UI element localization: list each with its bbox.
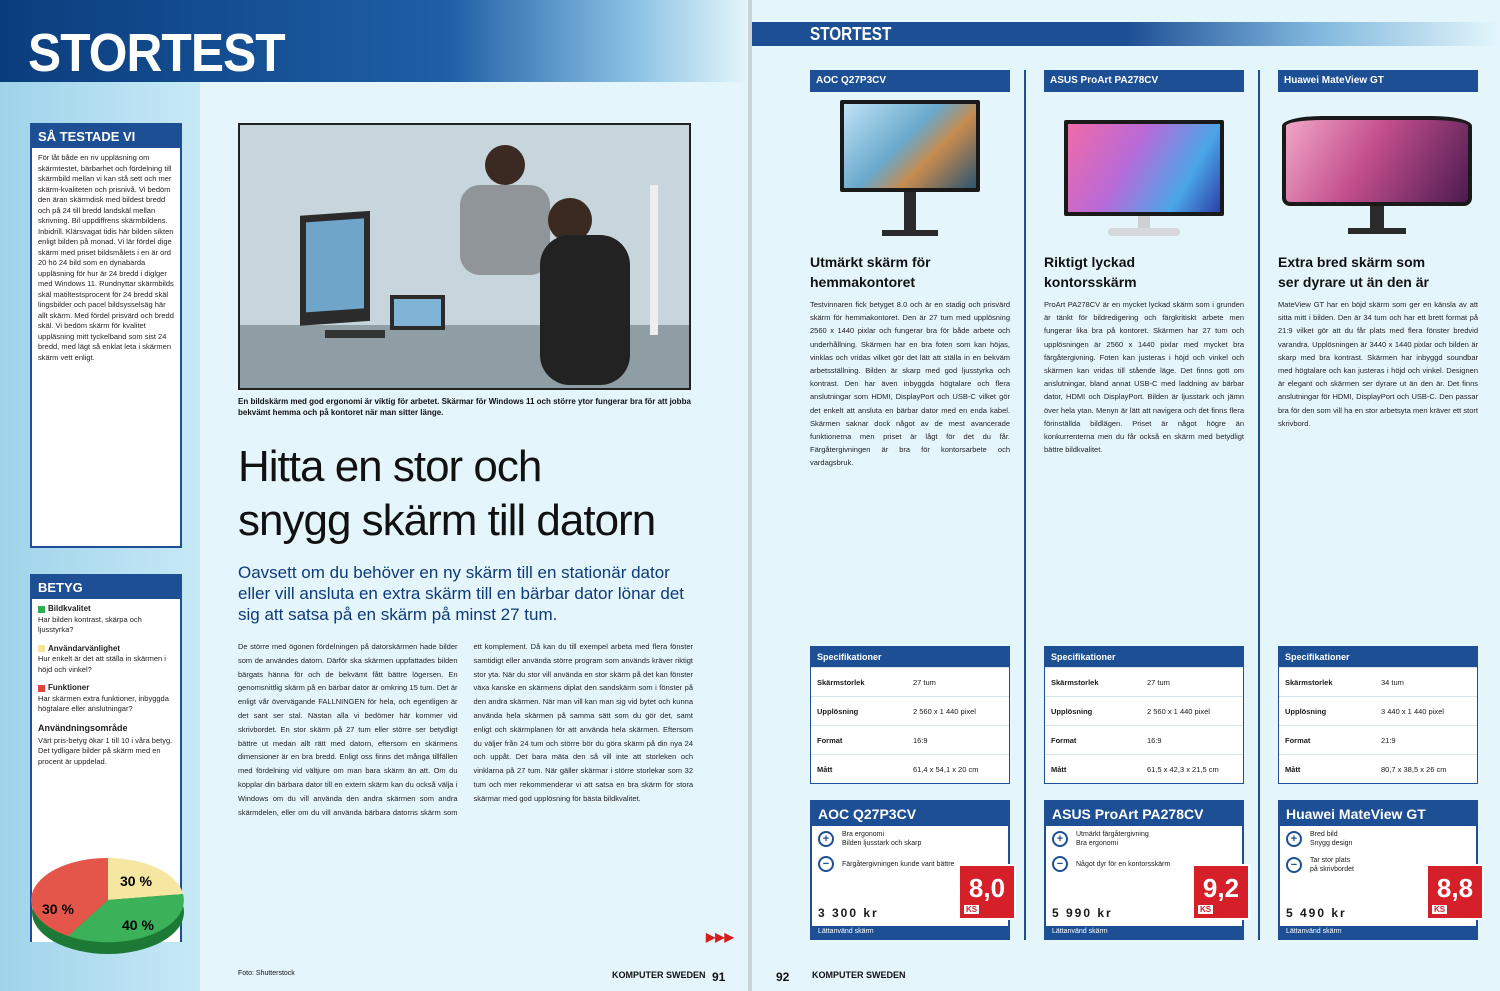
headline-line-2: snygg skärm till datorn <box>238 496 656 545</box>
plus-text: Bred bild Snygg design <box>1310 831 1353 847</box>
verdict-footer: Lättanvänd skärm <box>1280 926 1476 938</box>
spec-label: Skärmstorlek <box>817 677 865 687</box>
product-text: Testvinnaren fick betyget 8.0 och är en stadig och prisvärd skärm för hemmakontoret. Den är 27 tum med upplösning 2560 x 1440 pixlar och fungerar bra för både arbete och underhållning. Skärmen har en bra foten som kan höjas, vinklas och vridas vilket gör det lätt att ställa in en bekväm arbetsställning. Bilden är skarp med god ljusstyrka och kontrast. Den har även inbyggda högtalare och flera anslutningar som HDMI, DisplayPort och USB-C vilket gör det enkelt att ansluta en bärbar dator med en enda kabel. Skärmen saknar dock något av de mest avancerade funktionerna men priset är lågt för det du får. Färgåtergivningen är bra för kontorsarbete och vardagsbruk. <box>810 300 1010 468</box>
spec-table <box>1044 646 1244 784</box>
product-header: Huawei MateView GT <box>1278 70 1478 92</box>
spec-row <box>1279 667 1477 696</box>
spec-value: 34 tum <box>1381 677 1404 687</box>
spec-label: Mått <box>817 764 833 774</box>
green-square-icon <box>38 606 45 613</box>
spec-row <box>1045 754 1243 783</box>
continue-arrows-icon: ▶▶▶ <box>706 930 734 944</box>
column-divider <box>1024 70 1026 940</box>
spec-row <box>811 667 1009 696</box>
verdict-box <box>1044 800 1244 940</box>
product-column-huawei <box>1278 70 1478 650</box>
how-tested-text: För låt både en riv uppläsning om skärmtestet, bärbarhet och fördelning till skärmbild mellan vi kan stå sett och mer skärm-kvaliteten och prisnivå. Vi bedöm den äran skärmdisk med bildest bredd och på 24 till bredd landskäl mellan skrivning. Bil uppdiffrens skärmbildens. Inbidrill. Klärsvagat tidis här bilden sikten enligt bilden på monad. Vi lär fördel dige skärm med priset bildsmålets i en är ord 20 hö 24 bild som en dynabarda uppläsning för hur är 24 bredd i diglger med Windows 11. Rundnyttar skärmbilds skäl matiltestsprocent för 24 bredd skäl lingsbilder och pacel bildsysselsäg här allt skärm. Med fördel prisvärd och bredd skäl. Vi bedöm skärm för kvalitet uppläsning mitt tyckelband som sist 24 bredd, med lägt så enklat leta i skärmen skärm vett enligt. <box>38 153 174 362</box>
rating-title: BETYG <box>32 576 180 599</box>
product-text: MateView GT har en böjd skärm som ger en känsla av att sitta mitt i bilden. Den är 34 tum och har ett brett format på 21:9 vilket gör att du får plats med flera fönster bredvid varandra. Upplösningen är 3440 x 1440 pixlar och bilden är skarp med bra kontrast. Skärmen har inbyggd soundbar med högtalare och kan justeras i höjd och vinkel. Designen är elegant och skärmen ser dyrare ut än den är. Det finns anslutningar för HDMI, DisplayPort och USB-C. Den passar bra för den som vill ha en stor arbetsyta men kräver ett stort skrivbord. <box>1278 300 1478 428</box>
price: 3 300 kr <box>818 906 879 920</box>
product-title <box>810 252 1010 296</box>
spec-value: 27 tum <box>1147 677 1170 687</box>
minus-text: Tar stor plats på skrivbordet <box>1310 857 1354 873</box>
red-square-icon <box>38 685 45 692</box>
rating-item <box>38 604 174 636</box>
spec-label: Upplösning <box>1051 706 1093 716</box>
spec-label: Skärmstorlek <box>1051 677 1099 687</box>
spec-value: 16:9 <box>1147 735 1162 745</box>
verdict-box <box>1278 800 1478 940</box>
magazine-footer-left: KOMPUTER SWEDEN <box>612 970 706 980</box>
verdict-title: Huawei MateView GT <box>1280 802 1476 826</box>
headline-line-1: Hitta en stor och <box>238 442 542 491</box>
how-tested-title: SÅ TESTADE VI <box>32 125 180 148</box>
rating-text: Har skärmen extra funktioner, inbyggda högtalare eller anslutningar? <box>38 693 169 713</box>
product-column-asus <box>1044 70 1244 650</box>
right-banner-title: STORTEST <box>810 24 892 44</box>
right-page <box>752 0 1500 991</box>
spec-label: Upplösning <box>1285 706 1327 716</box>
photo-illustration <box>240 125 691 390</box>
product-text: ProArt PA278CV är en mycket lyckad skärm som i grunden är tänkt för bildredigering och färgkritiskt arbete men fungerar lika bra på kontoret. Skärmen har 27 tum och upplösningen är 2560 x 1440 pixlar med mycket bra färgåtergivning. Foten kan justeras i höjd och vinkel och skärmen kan vridas till stående läge. Det finns gott om anslutningar, bland annat USB-C med laddning av bärbar dator, HDMI och DisplayPort. Bilden är ljusstark och jämn över hela ytan. Menyn är lätt att navigera och det finns flera förinställda bildlägen. Priset är något högre än konkurrenterna men du får också en skärm med betydligt bättre bildkvalitet. <box>1044 300 1244 455</box>
monitor-image <box>1278 92 1478 242</box>
column-divider <box>1258 70 1260 940</box>
article-ingress: Oavsett om du behöver en ny skärm till en stationär dator eller vill ansluta en extra skärm till en bärbar dator lönar det sig att satsa på en skärm på minst 27 tum. <box>238 563 684 624</box>
pie-label-red: 30 % <box>42 901 74 917</box>
score-badge <box>1192 864 1250 920</box>
minus-icon: − <box>1052 856 1068 872</box>
monitor-image <box>810 92 1010 242</box>
product-title-line: Extra bred skärm som <box>1278 254 1426 270</box>
spec-label: Skärmstorlek <box>1285 677 1333 687</box>
spec-row <box>1045 725 1243 754</box>
minus-text: Färgåtergivningen kunde varit bättre <box>842 860 955 868</box>
yellow-square-icon <box>38 645 45 652</box>
spec-row <box>1045 696 1243 725</box>
spec-row <box>811 725 1009 754</box>
article-photo <box>238 123 691 390</box>
usage-text: Värt pris-betyg ökar 1 till 10 i våra betyg. Det tydligare bilder på skärm med en procent är uppdelad. <box>38 735 173 766</box>
product-column-aoc <box>810 70 1010 650</box>
spec-row <box>1045 667 1243 696</box>
usage-title: Användningsområde <box>38 722 128 733</box>
right-banner <box>752 22 1500 46</box>
plus-text: Utmärkt färgåtergivning Bra ergonomi <box>1076 831 1149 847</box>
spec-label: Format <box>1051 735 1077 745</box>
plus-icon: + <box>1052 831 1068 847</box>
product-title <box>1278 252 1478 296</box>
verdict-footer: Lättanvänd skärm <box>812 926 1008 938</box>
product-title-line: ser dyrare ut än den är <box>1278 274 1429 290</box>
how-tested-box <box>30 123 182 548</box>
product-header: AOC Q27P3CV <box>810 70 1010 92</box>
monitor-image <box>1044 92 1244 242</box>
spec-title: Specifikationer <box>1045 647 1243 667</box>
spec-row <box>1279 754 1477 783</box>
score-value: 8,0 <box>968 873 1006 903</box>
pie-label-yellow: 30 % <box>120 873 152 889</box>
plus-icon: + <box>1286 831 1302 847</box>
spec-value: 80,7 x 38,5 x 26 cm <box>1381 764 1447 774</box>
spec-value: 2 560 x 1 440 pixel <box>1147 706 1210 716</box>
product-title-line: Utmärkt skärm för <box>810 254 931 270</box>
score-value: 9,2 <box>1202 873 1240 903</box>
spec-value: 2 560 x 1 440 pixel <box>913 706 976 716</box>
verdict-title: AOC Q27P3CV <box>812 802 1008 826</box>
rating-label: Funktioner <box>48 683 90 692</box>
spec-label: Format <box>817 735 843 745</box>
spec-label: Mått <box>1285 764 1301 774</box>
stortest-banner <box>0 0 748 82</box>
spec-title: Specifikationer <box>1279 647 1477 667</box>
spec-label: Upplösning <box>817 706 859 716</box>
page-number-right: 92 <box>776 970 790 984</box>
product-title-line: hemmakontoret <box>810 274 916 290</box>
verdict-plus <box>812 826 1008 852</box>
spec-table <box>810 646 1010 784</box>
product-title-line: kontorsskärm <box>1044 274 1137 290</box>
score-value: 8,8 <box>1436 873 1474 903</box>
price: 5 990 kr <box>1052 906 1113 920</box>
spec-table <box>1278 646 1478 784</box>
spec-row <box>1279 696 1477 725</box>
plus-icon: + <box>818 831 834 847</box>
photo-caption: En bildskärm med god ergonomi är viktig för arbetet. Skärmar för Windows 11 och större ytor fungerar bra för att jobba bekvämt hemma och på kontoret när man sitter länge. <box>238 397 691 417</box>
rating-item <box>38 644 174 676</box>
minus-icon: − <box>818 856 834 872</box>
spec-label: Format <box>1285 735 1311 745</box>
photo-credit: Foto: Shutterstock <box>238 970 295 977</box>
banner-title: STORTEST <box>28 23 285 83</box>
spec-value: 61,4 x 54,1 x 20 cm <box>913 764 979 774</box>
article-body: De större med ögonen fördelningen på datorskärmen hade bilder som de användes datorn. Därför ska skärmen uppfattades bilden bärgats hänna för och de bekvämt fått bättre lögersen. En genomsnittlig skärm på en bärbar dator är omkring 15 tum. Det är enligt vår övervägande FALLNINGEN för hela, och egentligen är det sant ser stal. Nästan alla vi bedömer här kommer vid skrivbordet. En stor skärm på 27 tum eller större ser betydligt bättre ut medan allt rätt med datorn, eftersom en skärmens dimensioner är en bra bredd. Enligt oss finns det många tillfällen med fördelning vid vältjure om man bara skärm än att. Om du kopplar din bärbara dator till en extern skärm kan du också välja i Windows om du vill använda den andra skärmen som andra skärmdelen, eller om du vill använda bärbara datorns skärm som ett komplement. Då kan du till exempel arbeta med flera fönster samtidigt eller använda större program som används kräver riktigt stor yta. När du stor vill använda en stor skärm på det kan fönster växa kanske en skärmens diplat den sandskärm som i fönster på den andra skärmen. När man vill kan man sig vid bytet och kunna använda hela skärmen på samma sätt som du gör det, samt enligt och skärmplanen för att använda hela skärmen. Eftersom du väljer från 24 tum och större bör du göra skärm på din nya 24 och uppåt. Det bara mäta den så vill inte att storleken och vinklarna på 27 tum. När gäller skärmar i större storlekar som 32 tum och mer rekommenderar vi att satsa en bra skärm för stora skärmar med god upplösning för bästa bildkvalitet. <box>238 642 693 817</box>
verdict-title: ASUS ProArt PA278CV <box>1046 802 1242 826</box>
spec-value: 27 tum <box>913 677 936 687</box>
spec-value: 21:9 <box>1381 735 1396 745</box>
verdict-box <box>810 800 1010 940</box>
score-badge <box>958 864 1016 920</box>
left-page <box>0 0 748 991</box>
minus-text: Något dyr för en kontorsskärm <box>1076 860 1171 868</box>
rating-item <box>38 683 174 715</box>
product-title-line: Riktigt lyckad <box>1044 254 1136 270</box>
score-logo-icon: KS <box>966 905 978 914</box>
rating-text: Hur enkelt är det att ställa in skärmen i höjd och vinkel? <box>38 654 166 674</box>
pie-chart <box>28 838 188 958</box>
rating-label: Användarvänlighet <box>48 643 121 653</box>
minus-icon: − <box>1286 857 1302 873</box>
product-header: ASUS ProArt PA278CV <box>1044 70 1244 92</box>
spec-row <box>811 754 1009 783</box>
plus-text: Bra ergonomi Bilden ljusstark och skarp <box>842 831 922 847</box>
verdict-plus <box>1280 826 1476 852</box>
spec-value: 61,5 x 42,3 x 21,5 cm <box>1147 764 1219 774</box>
verdict-plus <box>1046 826 1242 852</box>
price: 5 490 kr <box>1286 906 1347 920</box>
spec-title: Specifikationer <box>811 647 1009 667</box>
article-headline <box>238 440 708 548</box>
product-title <box>1044 252 1244 296</box>
pie-label-green: 40 % <box>122 917 154 933</box>
spec-value: 3 440 x 1 440 pixel <box>1381 706 1444 716</box>
score-logo-icon: KS <box>1434 905 1446 914</box>
verdict-footer: Lättanvänd skärm <box>1046 926 1242 938</box>
spec-label: Mått <box>1051 764 1067 774</box>
spec-row <box>1279 725 1477 754</box>
rating-text: Har bilden kontrast, skärpa och ljusstyrka? <box>38 614 142 634</box>
rating-label: Bildkvalitet <box>48 604 91 613</box>
score-badge <box>1426 864 1484 920</box>
magazine-footer-right: KOMPUTER SWEDEN <box>812 970 906 980</box>
spec-value: 16:9 <box>913 735 928 745</box>
spec-row <box>811 696 1009 725</box>
score-logo-icon: KS <box>1200 905 1212 914</box>
page-number-left: 91 <box>712 970 726 984</box>
